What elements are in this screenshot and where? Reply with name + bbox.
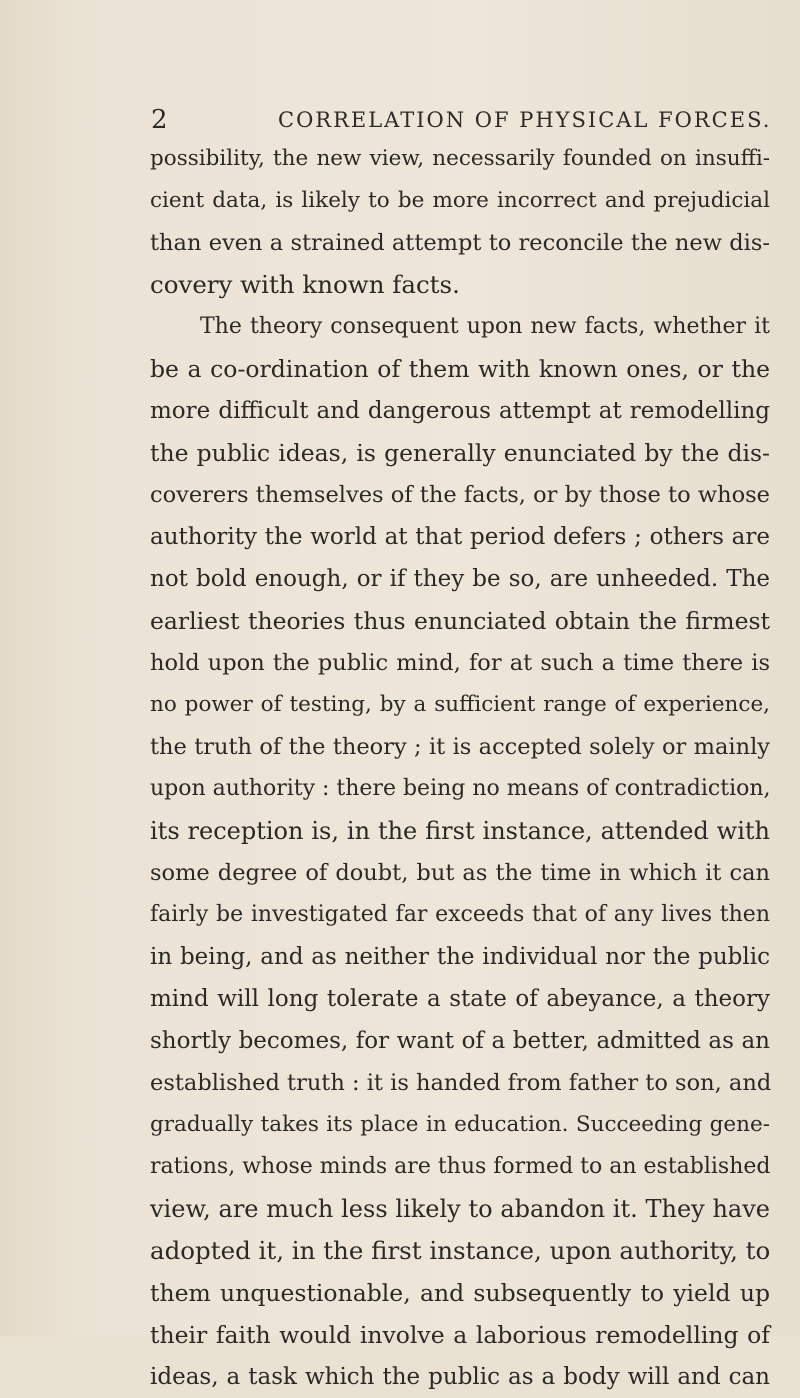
text-line: rations, whose minds are thus formed to an established [150,1154,771,1179]
text-line: covery with known facts. [150,270,460,299]
text-line: fairly be investigated far exceeds that of any lives then [150,902,770,927]
text-line: more difficult and dangerous attempt at remodelling [150,398,770,424]
text-line: some degree of doubt, but as the time in which it can [150,860,770,886]
text-line: possibility, the new view, necessarily founded on insuffi- [150,146,770,171]
text-line: them unquestionable, and subsequently to yield up [150,1279,770,1307]
text-line: earliest theories thus enunciated obtain the firmest [150,607,770,635]
text-line: than even a strained attempt to reconcile the new dis- [150,230,770,256]
text-line: adopted it, in the first instance, upon authority, to [150,1236,771,1265]
text-line: no power of testing, by a sufficient range of experience, [150,692,770,717]
text-line: coverers themselves of the facts, or by those to whose [150,482,770,508]
text-line: not bold enough, or if they be so, are unheeded. The [150,566,770,592]
text-line: be a co-ordination of them with known ones, or the [150,355,770,383]
text-line: ideas, a task which the public as a body will and can [150,1364,770,1390]
text-line: established truth : it is handed from father to son, and [150,1070,772,1096]
text-line: the truth of the theory ; it is accepted solely or mainly [150,734,770,760]
text-line: the public ideas, is generally enunciated by the dis- [150,439,770,467]
text-line: gradually takes its place in education. Succeeding gene- [150,1112,770,1137]
text-line: in being, and as neither the individual nor the public [150,944,770,970]
text-line: mind will long tolerate a state of abeyance, a theory [150,986,770,1012]
text-line: view, are much less likely to abandon it. They have [150,1195,770,1223]
page-header [0,103,800,137]
running-head: CORRELATION OF PHYSICAL FORCES. [278,108,772,132]
text-line: its reception is, in the first instance, attended with [150,817,770,845]
text-line: hold upon the public mind, for at such a time there is [150,650,770,676]
text-line: their faith would involve a laborious remodelling of [150,1321,770,1349]
text-line: authority the world at that period defers ; others are [150,524,770,550]
text-line: cient data, is likely to be more incorrect and prejudicial [150,188,770,213]
text-line: shortly becomes, for want of a better, admitted as an [150,1028,770,1054]
page-number: 2 [151,105,168,135]
text-line: The theory consequent upon new facts, whether it [200,314,770,339]
text-line: upon authority : there being no means of contradiction, [150,776,771,801]
